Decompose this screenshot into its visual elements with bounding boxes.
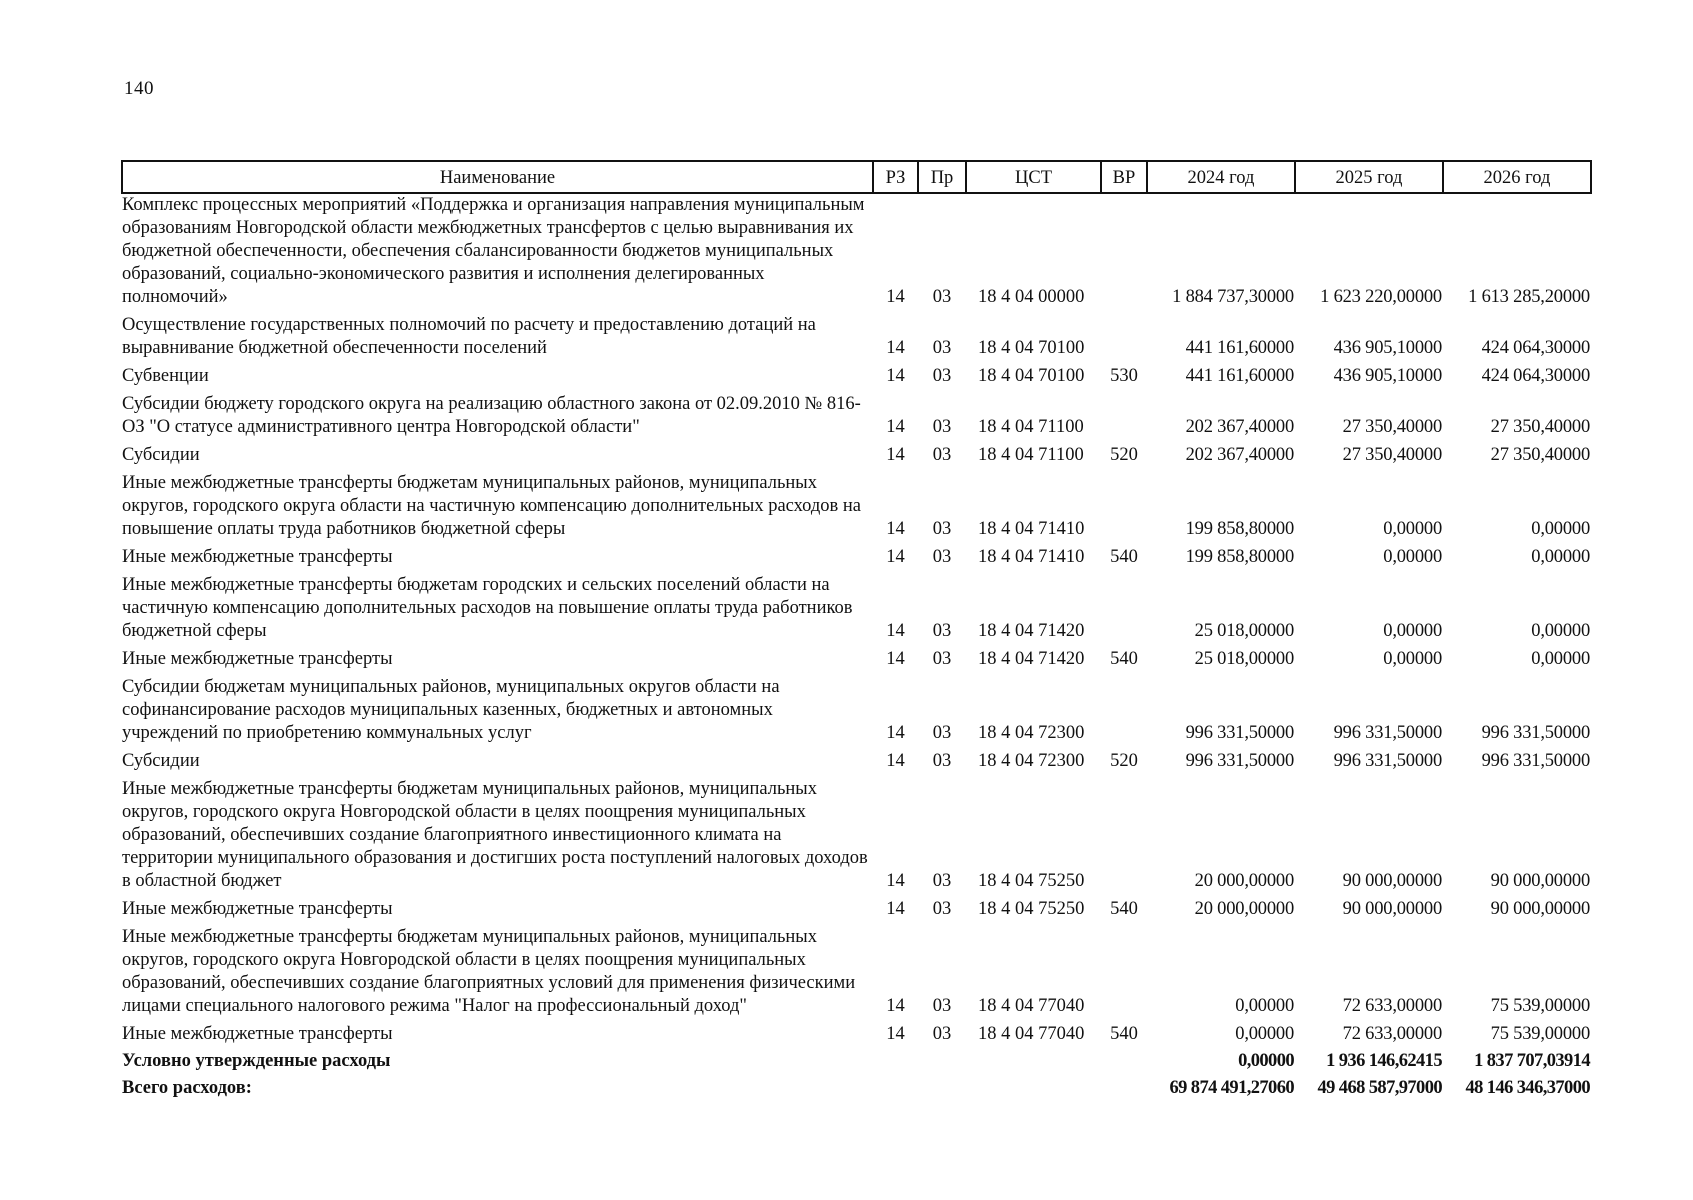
row-cst: 18 4 04 77040: [978, 996, 1085, 1016]
row-pr: 03: [932, 723, 952, 743]
table-row: [122, 569, 1591, 643]
header-2024: 2024 год: [1147, 161, 1295, 193]
total-2026: 48 146 346,37000: [1465, 1078, 1590, 1098]
row-2026: 27 350,40000: [1490, 445, 1590, 465]
row-2026: 0,00000: [1531, 519, 1590, 539]
row-pr: 03: [932, 547, 952, 567]
row-2025: 0,00000: [1383, 621, 1442, 641]
row-2024: 441 161,60000: [1185, 366, 1294, 386]
table-row: [122, 745, 1591, 773]
row-rz: 14: [886, 649, 905, 669]
total-2024: 69 874 491,27060: [1169, 1078, 1294, 1098]
row-2025: 436 905,10000: [1333, 366, 1442, 386]
table-row: [122, 439, 1591, 467]
table-row: [122, 671, 1591, 745]
row-cst: 18 4 04 72300: [978, 723, 1085, 743]
header-vr: ВР: [1101, 161, 1147, 193]
row-pr: 03: [932, 519, 952, 539]
row-cst: 18 4 04 71410: [978, 547, 1085, 567]
conditional-expenses-row: [122, 1046, 1591, 1073]
row-name: Иные межбюджетные трансферты бюджетам муниципальных районов, муниципальных округов, городского округа области на частичную компенсацию дополнительных расходов на повышение оплаты труда работников бюджетной сферы: [122, 473, 862, 539]
row-cst: 18 4 04 71410: [978, 519, 1085, 539]
total-expenses-row: [122, 1073, 1591, 1100]
table-header: [122, 161, 1591, 193]
row-2025: 0,00000: [1383, 649, 1442, 669]
row-pr: 03: [932, 1024, 952, 1044]
row-2025: 27 350,40000: [1342, 445, 1442, 465]
row-rz: 14: [886, 1024, 905, 1044]
row-2025: 0,00000: [1383, 547, 1442, 567]
row-2026: 424 064,30000: [1481, 338, 1590, 358]
row-vr: 530: [1110, 366, 1138, 386]
row-rz: 14: [886, 996, 905, 1016]
row-2024: 199 858,80000: [1185, 547, 1294, 567]
row-name: Осуществление государственных полномочий по расчету и предоставлению дотаций на выравнивание бюджетной обеспеченности поселений: [122, 315, 816, 358]
conditional-name: Условно утвержденные расходы: [122, 1051, 391, 1071]
row-2026: 75 539,00000: [1490, 996, 1590, 1016]
row-rz: 14: [886, 338, 905, 358]
row-2026: 996 331,50000: [1481, 751, 1590, 771]
header-2026: 2026 год: [1443, 161, 1591, 193]
row-2024: 0,00000: [1235, 1024, 1294, 1044]
row-name: Субсидии: [122, 445, 200, 465]
row-cst: 18 4 04 70100: [978, 338, 1085, 358]
row-2024: 199 858,80000: [1185, 519, 1294, 539]
row-2024: 996 331,50000: [1185, 723, 1294, 743]
row-cst: 18 4 04 00000: [978, 287, 1085, 307]
row-rz: 14: [886, 899, 905, 919]
row-cst: 18 4 04 70100: [978, 366, 1085, 386]
table-row: [122, 773, 1591, 893]
row-rz: 14: [886, 445, 905, 465]
table-row: [122, 309, 1591, 360]
row-2025: 72 633,00000: [1342, 996, 1442, 1016]
row-rz: 14: [886, 287, 905, 307]
row-2026: 27 350,40000: [1490, 417, 1590, 437]
row-pr: 03: [932, 366, 952, 386]
row-2025: 90 000,00000: [1342, 871, 1442, 891]
row-pr: 03: [932, 899, 952, 919]
row-2025: 90 000,00000: [1342, 899, 1442, 919]
row-2024: 25 018,00000: [1194, 649, 1294, 669]
row-name: Субсидии: [122, 751, 200, 771]
row-2026: 90 000,00000: [1490, 899, 1590, 919]
row-2024: 1 884 737,30000: [1172, 287, 1294, 307]
row-pr: 03: [932, 751, 952, 771]
header-pr: Пр: [918, 161, 966, 193]
row-2026: 0,00000: [1531, 621, 1590, 641]
row-2024: 0,00000: [1235, 996, 1294, 1016]
row-cst: 18 4 04 71100: [978, 445, 1084, 465]
table-row: [122, 541, 1591, 569]
row-name: Иные межбюджетные трансферты: [122, 547, 393, 567]
row-name: Иные межбюджетные трансферты: [122, 899, 393, 919]
conditional-2025: 1 936 146,62415: [1326, 1051, 1442, 1071]
total-name: Всего расходов:: [122, 1078, 252, 1098]
total-2025: 49 468 587,97000: [1317, 1078, 1442, 1098]
row-name: Иные межбюджетные трансферты бюджетам муниципальных районов, муниципальных округов, городского округа Новгородской области в целях поощрения муниципальных образований, обеспечивших создание благоприятных условий для применения физическими лицами специального налогового режима "Налог на профессиональный доход": [122, 927, 856, 1016]
row-vr: [1101, 921, 1147, 1018]
row-vr: 540: [1110, 649, 1138, 669]
row-vr: [1101, 467, 1147, 541]
row-pr: 03: [932, 338, 952, 358]
row-vr: [1101, 773, 1147, 893]
table-row: [122, 643, 1591, 671]
budget-table: [121, 160, 1592, 1100]
row-pr: 03: [932, 649, 952, 669]
row-2025: 72 633,00000: [1342, 1024, 1442, 1044]
row-vr: [1101, 569, 1147, 643]
row-2024: 20 000,00000: [1194, 899, 1294, 919]
row-2025: 436 905,10000: [1333, 338, 1442, 358]
row-rz: 14: [886, 723, 905, 743]
row-2026: 75 539,00000: [1490, 1024, 1590, 1044]
row-pr: 03: [932, 621, 952, 641]
row-cst: 18 4 04 71420: [978, 621, 1085, 641]
row-pr: 03: [932, 417, 952, 437]
header-2025: 2025 год: [1295, 161, 1443, 193]
table-row: [122, 893, 1591, 921]
row-2026: 0,00000: [1531, 547, 1590, 567]
row-name: Комплекс процессных мероприятий «Поддержка и организация направления муниципальным образованиям Новгородской области межбюджетных трансфертов с целью выравнивания их бюджетной обеспеченности, обеспечения сбалансированности бюджетов муниципальных образований, социально-экономического развития и исполнения делегированных полномочий»: [122, 195, 865, 307]
row-2024: 441 161,60000: [1185, 338, 1294, 358]
row-cst: 18 4 04 77040: [978, 1024, 1085, 1044]
row-name: Иные межбюджетные трансферты: [122, 1024, 393, 1044]
row-2025: 996 331,50000: [1333, 751, 1442, 771]
table-row: [122, 360, 1591, 388]
table-body: [122, 193, 1591, 1100]
row-vr: 540: [1110, 547, 1138, 567]
row-rz: 14: [886, 417, 905, 437]
row-rz: 14: [886, 871, 905, 891]
row-name: Субсидии бюджетам муниципальных районов, муниципальных округов области на софинансирование расходов муниципальных казенных, бюджетных и автономных учреждений по приобретению коммунальных услуг: [122, 677, 780, 743]
row-name: Субсидии бюджету городского округа на реализацию областного закона от 02.09.2010 № 816-ОЗ "О статусе административного центра Новгородской области": [122, 394, 861, 437]
row-vr: 540: [1110, 1024, 1138, 1044]
header-cst: ЦСТ: [966, 161, 1101, 193]
row-2026: 996 331,50000: [1481, 723, 1590, 743]
row-vr: 540: [1110, 899, 1138, 919]
row-name: Иные межбюджетные трансферты бюджетам городских и сельских поселений области на частичную компенсацию дополнительных расходов на повышение оплаты труда работников бюджетной сферы: [122, 575, 853, 641]
row-cst: 18 4 04 75250: [978, 899, 1085, 919]
row-2024: 20 000,00000: [1194, 871, 1294, 891]
row-pr: 03: [932, 871, 952, 891]
row-name: Субвенции: [122, 366, 209, 386]
table-row: [122, 193, 1591, 309]
header-rz: РЗ: [873, 161, 918, 193]
row-cst: 18 4 04 75250: [978, 871, 1085, 891]
row-2024: 202 367,40000: [1185, 445, 1294, 465]
row-2026: 1 613 285,20000: [1468, 287, 1590, 307]
row-2026: 0,00000: [1531, 649, 1590, 669]
row-cst: 18 4 04 71100: [978, 417, 1084, 437]
row-cst: 18 4 04 71420: [978, 649, 1085, 669]
row-rz: 14: [886, 519, 905, 539]
table-row: [122, 1018, 1591, 1046]
row-2025: 27 350,40000: [1342, 417, 1442, 437]
row-2025: 996 331,50000: [1333, 723, 1442, 743]
row-name: Иные межбюджетные трансферты: [122, 649, 393, 669]
row-2026: 90 000,00000: [1490, 871, 1590, 891]
row-2024: 202 367,40000: [1185, 417, 1294, 437]
row-2024: 25 018,00000: [1194, 621, 1294, 641]
row-vr: [1101, 193, 1147, 309]
row-cst: 18 4 04 72300: [978, 751, 1085, 771]
row-vr: [1101, 388, 1147, 439]
row-pr: 03: [932, 287, 952, 307]
row-name: Иные межбюджетные трансферты бюджетам муниципальных районов, муниципальных округов, городского округа Новгородской области в целях поощрения муниципальных образований, обеспечивших создание благоприятного инвестиционного климата на территории муниципального образования и достигших роста поступлений налоговых доходов в областной бюджет: [122, 779, 868, 891]
table-row: [122, 388, 1591, 439]
row-rz: 14: [886, 366, 905, 386]
row-vr: 520: [1110, 751, 1138, 771]
row-vr: [1101, 309, 1147, 360]
row-rz: 14: [886, 547, 905, 567]
row-vr: [1101, 671, 1147, 745]
page-number: 140: [124, 78, 154, 99]
conditional-2024: 0,00000: [1238, 1051, 1294, 1071]
row-pr: 03: [932, 996, 952, 1016]
row-2024: 996 331,50000: [1185, 751, 1294, 771]
row-2025: 1 623 220,00000: [1320, 287, 1442, 307]
row-2026: 424 064,30000: [1481, 366, 1590, 386]
header-name: Наименование: [122, 161, 873, 193]
conditional-2026: 1 837 707,03914: [1474, 1051, 1590, 1071]
row-rz: 14: [886, 751, 905, 771]
row-pr: 03: [932, 445, 952, 465]
table-row: [122, 467, 1591, 541]
row-2025: 0,00000: [1383, 519, 1442, 539]
table-row: [122, 921, 1591, 1018]
row-vr: 520: [1110, 445, 1138, 465]
row-rz: 14: [886, 621, 905, 641]
